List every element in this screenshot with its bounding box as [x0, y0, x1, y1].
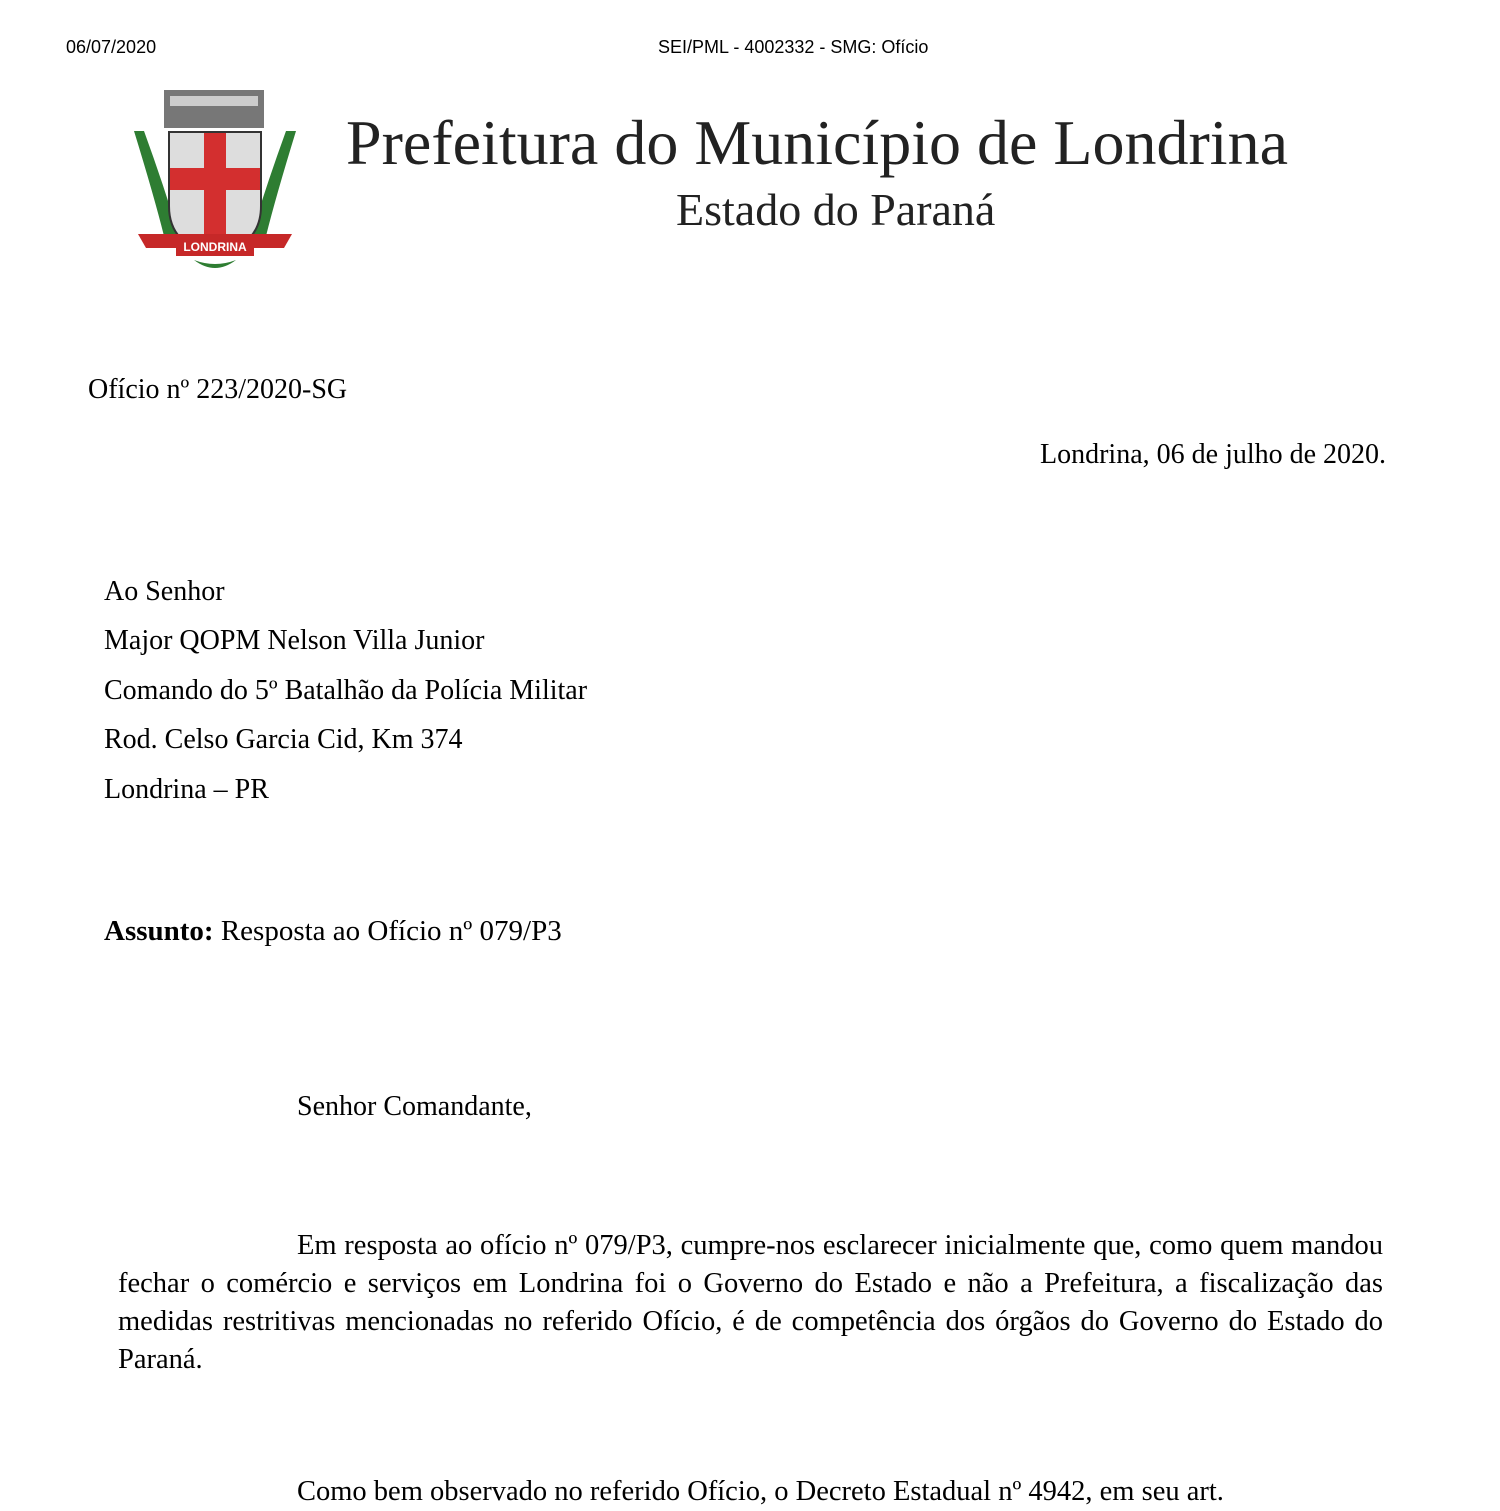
- body-paragraph: Em resposta ao ofício nº 079/P3, cumpre-nos esclarecer inicialmente que, como quem mandou fechar o comércio e serviços em Londrina foi o Governo do Estado e não a Prefeitura, a fiscalização das medidas restritivas mencionadas no referido Ofício, é de competência dos órgãos do Governo do Estado do Paraná.: [118, 1230, 1383, 1375]
- recipient-line: Londrina – PR: [104, 773, 269, 805]
- subject-text: Resposta ao Ofício nº 079/P3: [213, 915, 562, 947]
- recipient-block: [104, 567, 587, 814]
- recipient-line: Major QOPM Nelson Villa Junior: [104, 625, 485, 657]
- svg-text:LONDRINA: LONDRINA: [183, 240, 247, 254]
- date-line: Londrina, 06 de julho de 2020.: [1040, 439, 1387, 470]
- recipient-line: Ao Senhor: [104, 576, 225, 607]
- print-title: SEI/PML - 4002332 - SMG: Ofício: [658, 37, 929, 57]
- recipient-line: Rod. Celso Garcia Cid, Km 374: [104, 724, 463, 756]
- salutation: Senhor Comandante,: [297, 1091, 532, 1122]
- recipient-line: Comando do 5º Batalhão da Polícia Militar: [104, 674, 588, 706]
- print-date: 06/07/2020: [66, 37, 157, 57]
- subject-line: [104, 915, 562, 948]
- oficio-number: Ofício nº 223/2020-SG: [88, 374, 348, 405]
- londrina-crest-logo: [124, 86, 306, 272]
- subject-label: Assunto:: [104, 915, 214, 947]
- letterhead-subtitle: Estado do Paraná: [676, 184, 996, 235]
- letterhead-title: Prefeitura do Município de Londrina: [346, 107, 1288, 178]
- body-paragraph: Como bem observado no referido Ofício, o Decreto Estadual nº 4942, em seu art.: [297, 1476, 1224, 1507]
